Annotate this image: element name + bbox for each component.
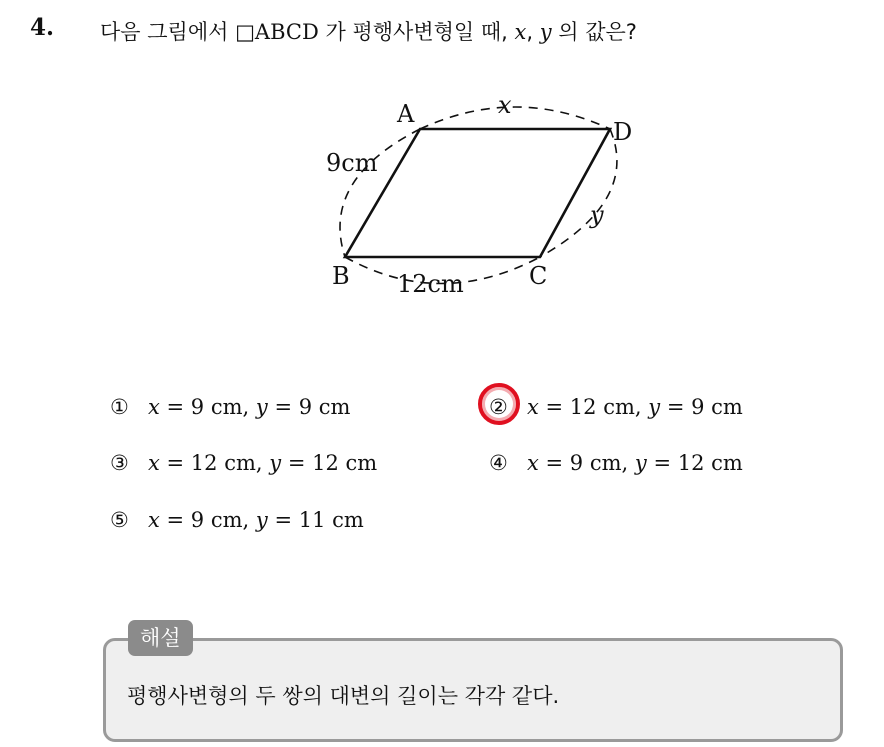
side-label-9cm: 9cm <box>326 149 378 177</box>
arc-top <box>420 107 610 129</box>
choice-number: ⑤ <box>110 508 129 532</box>
choice-number: ④ <box>489 451 508 475</box>
arc-right <box>540 129 617 257</box>
choice-2[interactable]: ② x = 12 cm, y = 9 cm <box>489 395 743 419</box>
choice-4[interactable]: ④ x = 9 cm, y = 12 cm <box>489 451 743 475</box>
arc-bottom <box>345 257 540 284</box>
question-comma: , <box>526 20 540 44</box>
dashed-arcs <box>340 107 617 284</box>
side-label-y: y <box>590 201 604 229</box>
vertex-label-d: D <box>613 118 633 146</box>
choice-1[interactable]: ① x = 9 cm, y = 9 cm <box>110 395 351 419</box>
parallelogram <box>345 129 610 257</box>
vertex-label-c: C <box>529 262 548 290</box>
choice-number: ③ <box>110 451 129 475</box>
question-text <box>100 16 637 46</box>
vertex-label-b: B <box>332 262 350 290</box>
question-suffix: 의 값은? <box>551 20 637 44</box>
variable-y: y <box>539 20 552 44</box>
side-label-12cm: 12cm <box>397 270 464 298</box>
side-label-x: x <box>498 91 512 119</box>
choice-5[interactable]: ⑤ x = 9 cm, y = 11 cm <box>110 508 364 532</box>
answer-mark-circle <box>478 383 520 425</box>
square-symbol: □ <box>235 20 255 44</box>
variable-x: x <box>514 20 527 44</box>
question-number: 4. <box>30 14 55 41</box>
solution-tag: 해설 <box>128 620 193 656</box>
arc-left <box>340 129 420 257</box>
vertex-label-a: A <box>397 100 415 128</box>
shape-name: ABCD <box>254 20 319 44</box>
solution-text: 평행사변형의 두 쌍의 대변의 길이는 각각 같다. <box>127 684 560 708</box>
question-middle: 가 평행사변형일 때, <box>318 20 515 44</box>
question-prefix: 다음 그림에서 <box>100 20 236 44</box>
choice-number: ② <box>489 395 508 419</box>
choice-3[interactable]: ③ x = 12 cm, y = 12 cm <box>110 451 378 475</box>
choice-number: ① <box>110 395 129 419</box>
